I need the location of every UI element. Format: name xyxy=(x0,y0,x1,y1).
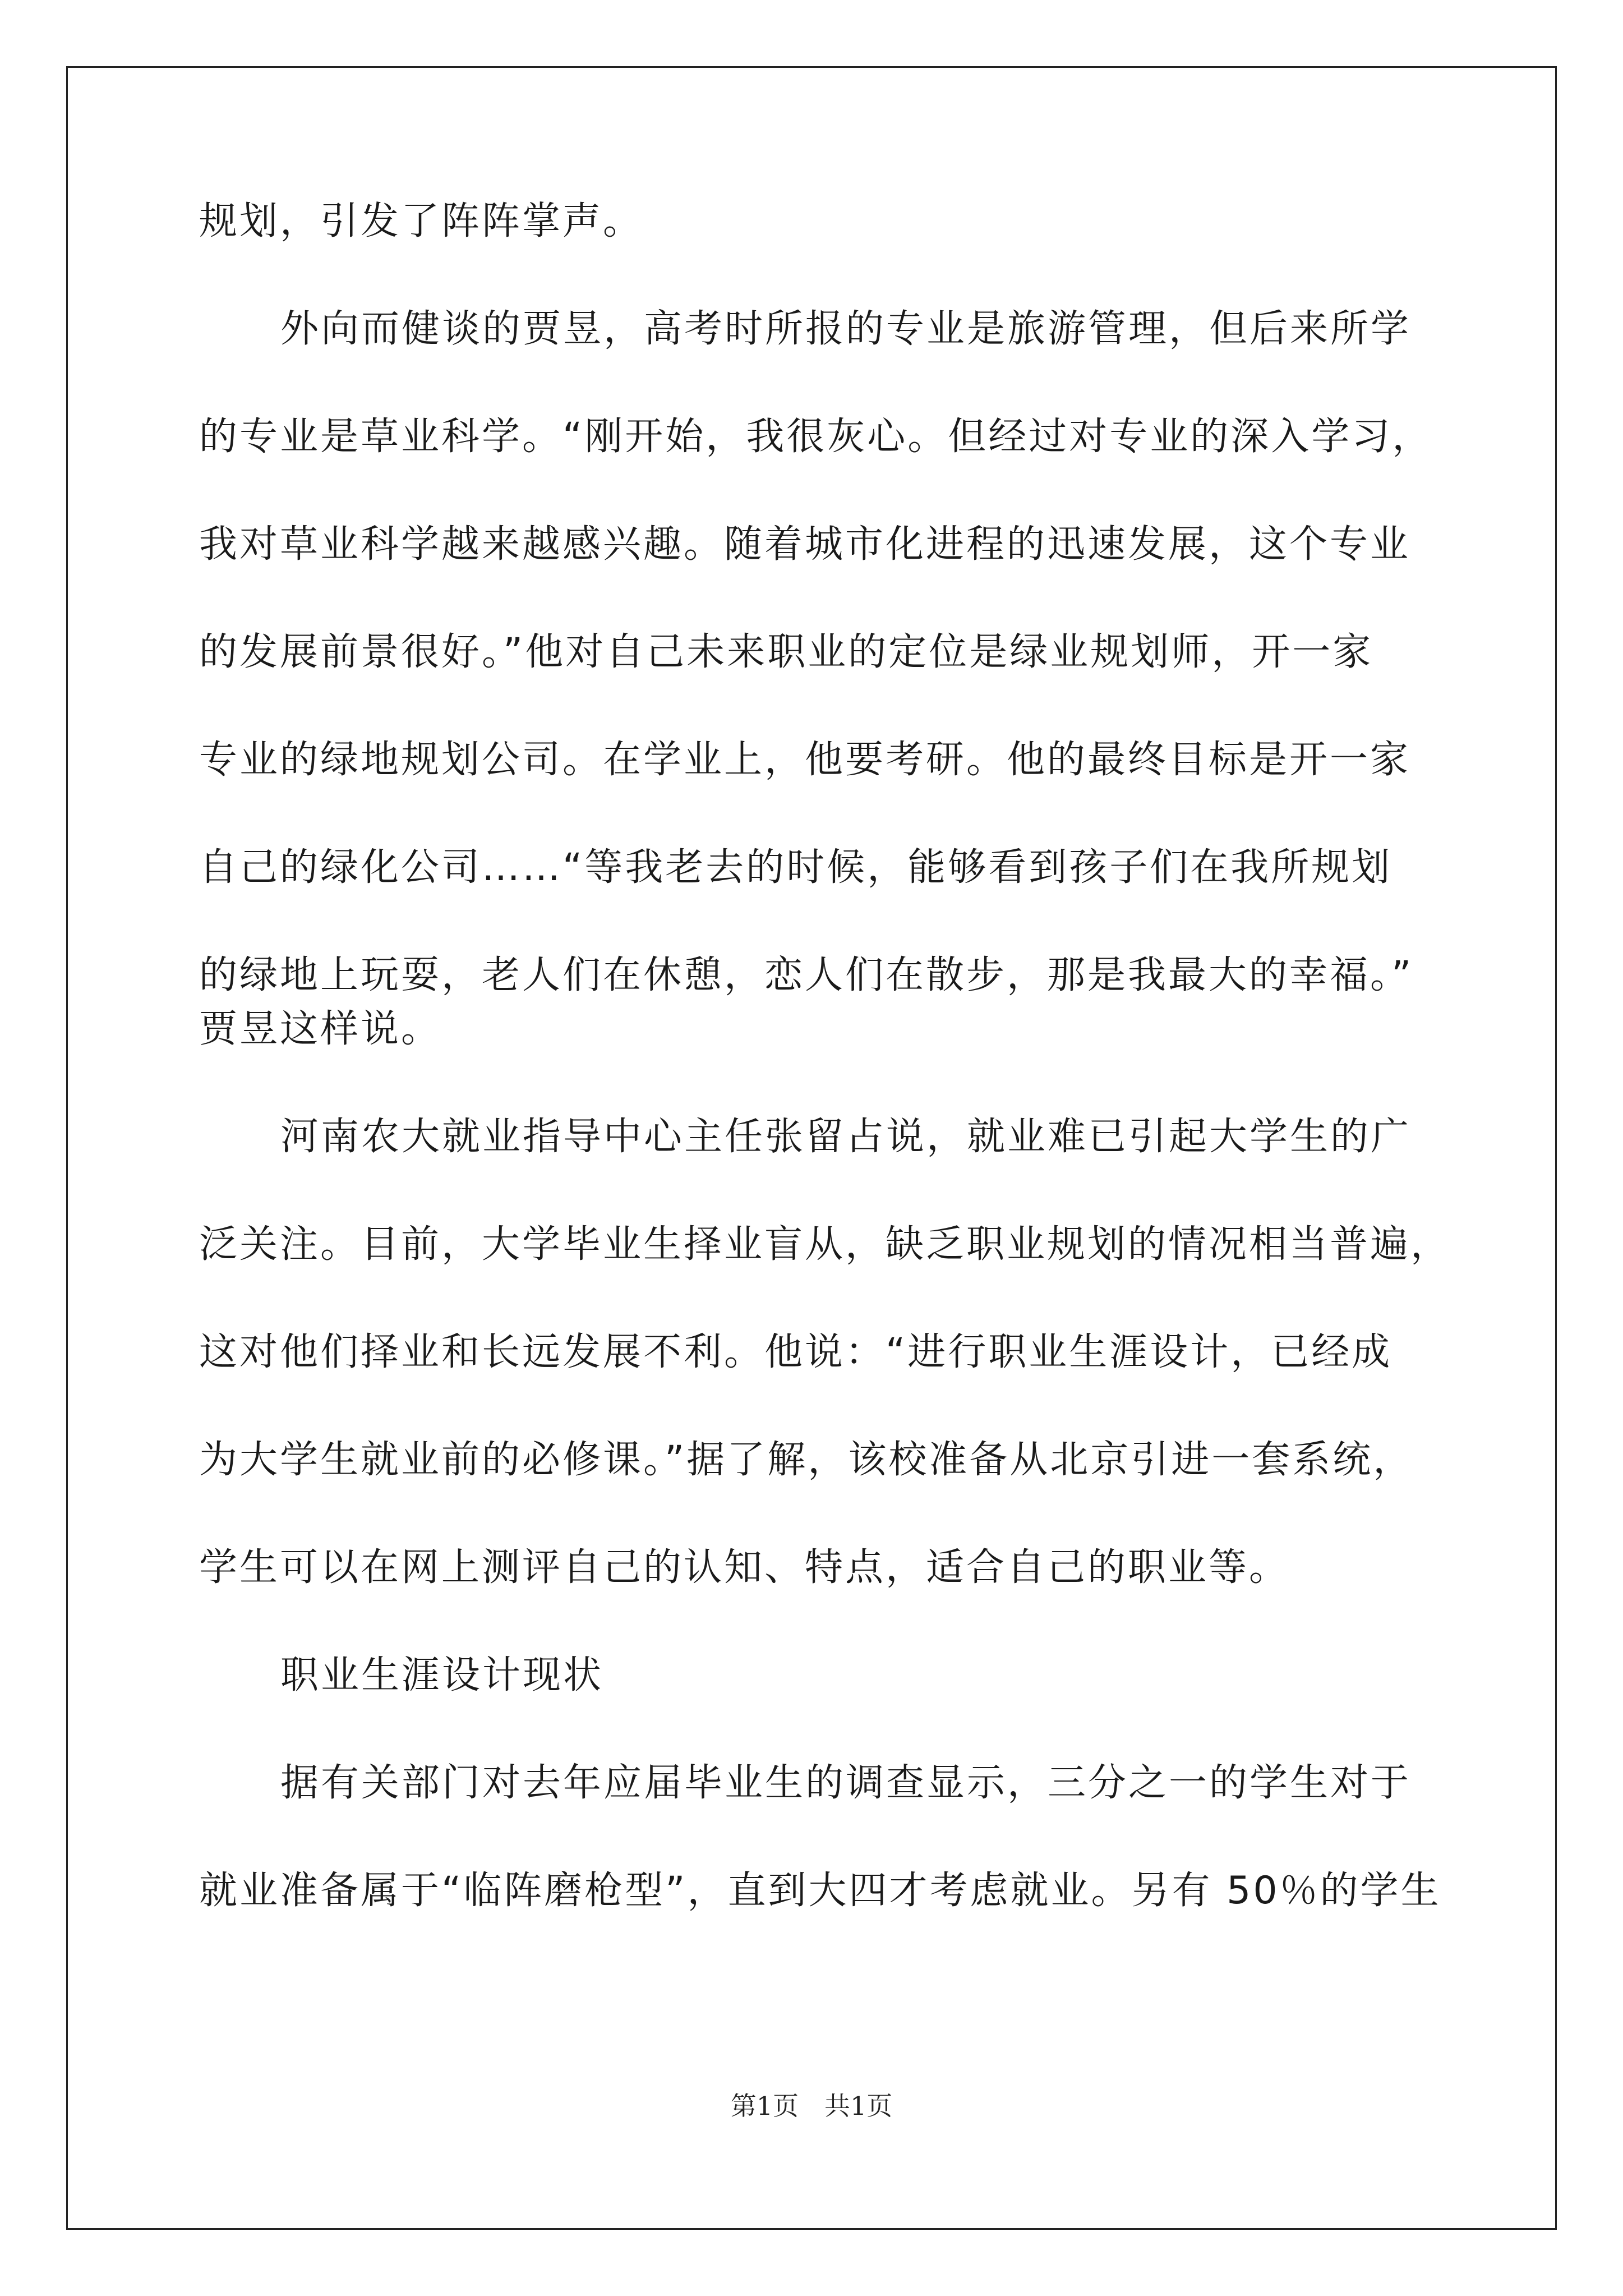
paragraph-line: 我对草业科学越来越感兴趣。随着城市化进程的迅速发展，这个专业 xyxy=(199,522,1411,567)
paragraph-line: 贾昱这样说。 xyxy=(199,1007,442,1051)
paragraph-line: 河南农大就业指导中心主任张留占说，就业难已引起大学生的广 xyxy=(280,1115,1412,1159)
paragraph-line: 专业的绿地规划公司。在学业上，他要考研。他的最终目标是开一家 xyxy=(199,738,1411,782)
paragraph-line: 为大学生就业前的必修课。”据了解，该校准备从北京引进一套系统， xyxy=(199,1438,1414,1482)
paragraph-line: 的绿地上玩耍，老人们在休憩，恋人们在散步，那是我最大的幸福。” xyxy=(199,953,1414,997)
paragraph-line: 规划，引发了阵阵掌声。 xyxy=(199,199,644,243)
page-number-footer: 第1页 共1页 xyxy=(730,2091,893,2121)
section-heading: 职业生涯设计现状 xyxy=(280,1653,604,1697)
paragraph-line: 这对他们择业和长远发展不利。他说：“进行职业生涯设计，已经成 xyxy=(199,1330,1393,1374)
paragraph-line: 外向而健谈的贾昱，高考时所报的专业是旅游管理，但后来所学 xyxy=(280,307,1412,351)
paragraph-line: 的专业是草业科学。“刚开始，我很灰心。但经过对专业的深入学习， xyxy=(199,415,1433,459)
paragraph-line: 据有关部门对去年应届毕业生的调查显示，三分之一的学生对于 xyxy=(280,1761,1412,1805)
document-body xyxy=(199,195,1451,1918)
paragraph-line: 自己的绿化公司……“等我老去的时候，能够看到孩子们在我所规划 xyxy=(199,845,1393,890)
paragraph-line: 就业准备属于“临阵磨枪型”，直到大四才考虑就业。另有 50％的学生 xyxy=(199,1869,1441,1913)
paragraph-line: 的发展前景很好。”他对自己未来职业的定位是绿业规划师，开一家 xyxy=(199,630,1373,674)
paragraph-line: 学生可以在网上测评自己的认知、特点，适合自己的职业等。 xyxy=(199,1545,1290,1590)
paragraph-line: 泛关注。目前，大学毕业生择业盲从，缺乏职业规划的情况相当普遍， xyxy=(199,1222,1451,1267)
